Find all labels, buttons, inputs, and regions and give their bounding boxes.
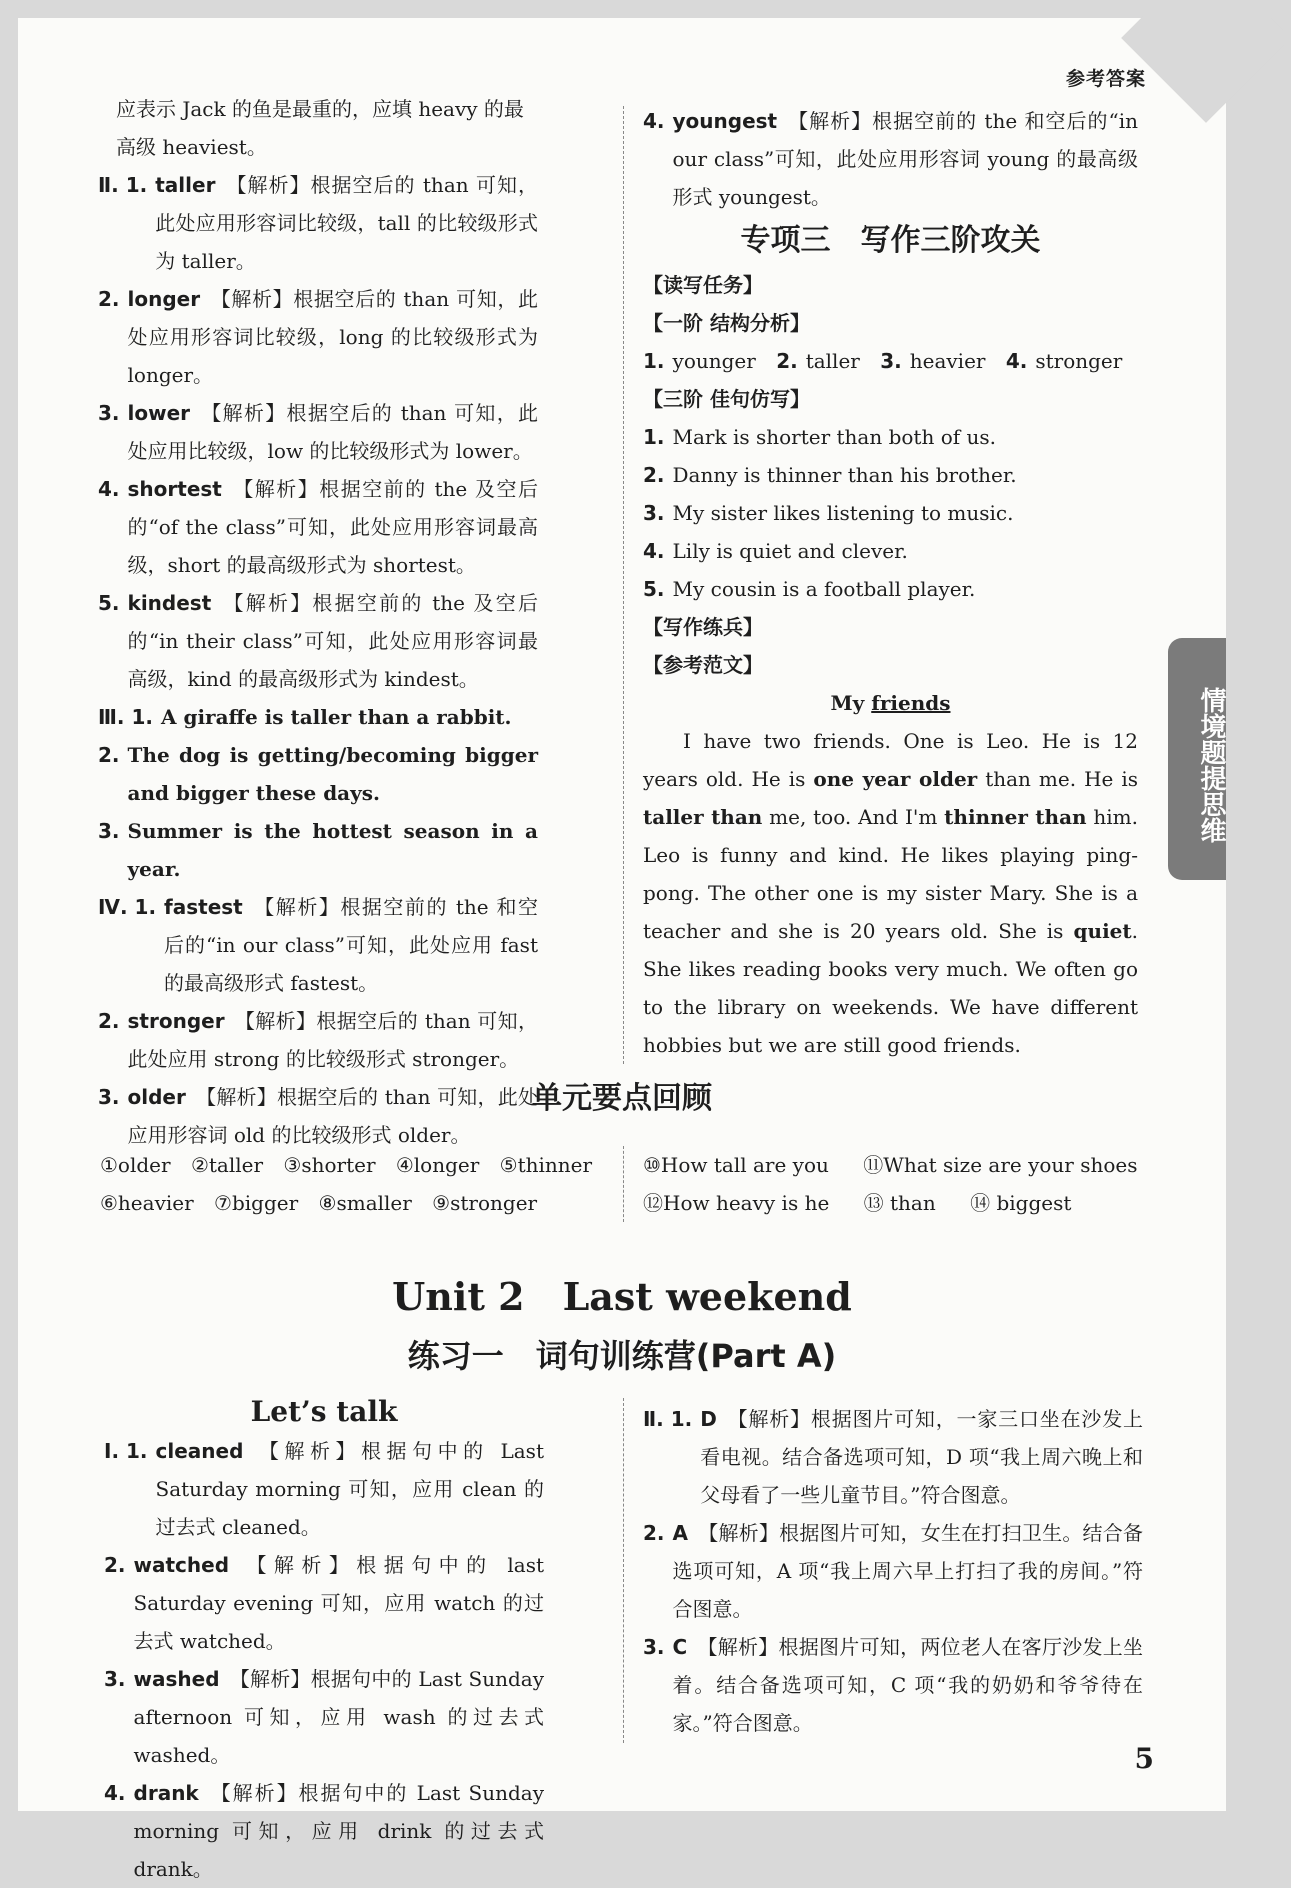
answer-word: older (127, 1085, 186, 1109)
answer-page (18, 18, 1226, 1881)
review-right (643, 1146, 1138, 1222)
item-number: 3. (104, 1667, 126, 1691)
answer-word: stronger (1035, 349, 1123, 373)
page-number: 5 (1134, 1742, 1154, 1775)
unit-left-item (104, 1546, 544, 1660)
review-item: ③shorter (283, 1153, 376, 1177)
tag-practice: 【写作练兵】 (643, 615, 763, 639)
side-tab: 情境题提思维 (1168, 638, 1226, 880)
essay-text: me, too. And I'm (762, 805, 945, 829)
item-number: 3. (98, 819, 120, 843)
item-number: 2. (98, 287, 120, 311)
review-item: ⑦bigger (214, 1191, 299, 1215)
page-corner (1121, 0, 1291, 123)
explanation: 【解析】根据图片可知，一家三口坐在沙发上看电视。结合备选项可知，D 项“我上周六晚上和父母看了一些儿童节目。”符合图意。 (700, 1407, 1143, 1507)
section-title: 专项三 写作三阶攻关 (740, 223, 1041, 258)
essay-text: . She likes reading books very much. We often go to the library on weekends. We have different hobbies but we are still good friends. (643, 919, 1138, 1057)
item-number: 4. (643, 109, 665, 133)
sentence-text: Lily is quiet and clever. (672, 539, 908, 563)
essay-title-a: My (830, 691, 872, 715)
essay-highlight: one year older (813, 767, 978, 791)
tag-step3: 【三阶 佳句仿写】 (643, 387, 810, 411)
intro-text: 应表示 Jack 的鱼是最重的，应填 heavy 的最高级 heaviest。 (116, 97, 524, 159)
review-item: ⑬ than (863, 1191, 936, 1215)
answer-word: kindest (127, 591, 212, 615)
item-number: Ⅱ. 1. (98, 173, 148, 197)
explanation: 【解析】根据空前的 the 及空后的“in their class”可知，此处应用形容词最高级，kind 的最高级形式为 kindest。 (127, 591, 538, 691)
essay-title (643, 684, 1138, 722)
r-item-4 (643, 102, 1138, 216)
unit-left-item (104, 1660, 544, 1774)
s2-item-5 (98, 584, 538, 698)
explanation: 【解析】根据图片可知，女生在打扫卫生。结合备选项可知，A 项“我上周六早上打扫了我的房间。”符合图意。 (672, 1521, 1143, 1621)
step1-answers (643, 342, 1138, 380)
tag-read-write: 【读写任务】 (643, 273, 763, 297)
tag-step1: 【一阶 结构分析】 (643, 311, 810, 335)
column-divider (623, 106, 624, 1064)
step3-sentence (643, 570, 1138, 608)
review-row (643, 1146, 1138, 1184)
item-number: 1. (643, 349, 665, 373)
item-number: 3. (880, 349, 902, 373)
item-number: 2. (643, 463, 665, 487)
explanation: 【解析】根据图片可知，两位老人在客厅沙发上坐着。结合备选项可知，C 项“我的奶奶和爷爷待在家。”符合图意。 (672, 1635, 1143, 1735)
answer-sentence: Summer is the hottest season in a year. (127, 819, 538, 881)
review-item: ④longer (395, 1153, 480, 1177)
answer-letter: C (672, 1635, 688, 1659)
explanation: 【解析】根据空后的 than 可知，此处应用形容词比较级，tall 的比较级形式为 taller。 (155, 173, 538, 273)
unit-right-column (643, 1400, 1143, 1742)
answer-word: watched (133, 1553, 230, 1577)
step3-sentence (643, 456, 1138, 494)
explanation: 【解析】根据句中的 Last Sunday afternoon 可知，应用 wash 的过去式 washed。 (133, 1667, 544, 1767)
essay-highlight: thinner than (944, 805, 1087, 829)
unit-column-divider (623, 1398, 624, 1743)
s2-item-4 (98, 470, 538, 584)
review-item: ⑧smaller (318, 1191, 412, 1215)
sentence-text: My cousin is a football player. (672, 577, 976, 601)
item-number: 4. (1005, 349, 1028, 373)
unit-left-item (104, 1774, 544, 1888)
review-item: ⑫How heavy is he (643, 1191, 830, 1215)
explanation: 【解析】根据空后的 than 可知，此处应用形容词比较级，long 的比较级形式为 longer。 (127, 287, 538, 387)
essay-body (643, 722, 1138, 1064)
answer-sentence: A giraffe is taller than a rabbit. (160, 705, 512, 729)
review-divider (623, 1146, 624, 1222)
lets-talk-heading: Let’s talk (250, 1395, 398, 1428)
review-title: 单元要点回顾 (532, 1081, 712, 1116)
header-label: 参考答案 (1065, 68, 1146, 90)
unit-right-item (643, 1514, 1143, 1628)
item-number: Ⅲ. 1. (98, 705, 153, 729)
review-item: ⑥heavier (100, 1191, 194, 1215)
essay-highlight: quiet (1073, 919, 1132, 943)
answer-word: drank (133, 1781, 199, 1805)
review-row (100, 1146, 592, 1184)
answer-word: stronger (127, 1009, 225, 1033)
s4-item-2 (98, 1002, 538, 1078)
step3-sentence (643, 494, 1138, 532)
explanation: 【解析】根据句中的 last Saturday evening 可知，应用 watch 的过去式 watched。 (133, 1553, 544, 1653)
answer-word: shortest (127, 477, 222, 501)
answer-letter: A (672, 1521, 688, 1545)
answer-letter: D (700, 1407, 717, 1431)
review-item: ⑩How tall are you (643, 1153, 829, 1177)
review-item: ①older (100, 1153, 171, 1177)
s2-item-2 (98, 280, 538, 394)
unit-left-item (104, 1432, 544, 1546)
item-number: 1. (643, 425, 665, 449)
item-number: 3. (643, 1635, 665, 1659)
item-number: 3. (98, 401, 120, 425)
right-column (643, 102, 1138, 1064)
essay-text: I have two friends. One is Leo. He is 12 years old. He is (643, 729, 1138, 791)
practice-title: 练习一 词句训练营(Part A) (407, 1337, 837, 1375)
s3-item-1 (98, 698, 538, 736)
unit-right-item (643, 1628, 1143, 1742)
explanation: 【解析】根据空后的 than 可知，此处应用比较级，low 的比较级形式为 lower。 (127, 401, 538, 463)
explanation: 【解析】根据空前的 the 及空后的“of the class”可知，此处应用形容词最高级，short 的最高级形式为 shortest。 (127, 477, 538, 577)
review-item: ②taller (190, 1153, 264, 1177)
answer-word: youngest (672, 109, 778, 133)
sample-essay (643, 684, 1138, 1064)
s3-item-3 (98, 812, 538, 888)
essay-highlight: taller than (643, 805, 763, 829)
sentence-text: Mark is shorter than both of us. (672, 425, 997, 449)
essay-text: than me. He is (977, 767, 1138, 791)
item-number: 5. (98, 591, 120, 615)
explanation: 【解析】根据空后的 than 可知，此处应用形容词 old 的比较级形式 older。 (127, 1085, 538, 1147)
s4-item-1 (98, 888, 538, 1002)
item-number: 4. (98, 477, 120, 501)
item-number: 5. (643, 577, 665, 601)
review-left (100, 1146, 592, 1222)
answer-word: lower (127, 401, 191, 425)
review-item: ⑭ biggest (970, 1191, 1072, 1215)
answer-word: washed (133, 1667, 220, 1691)
sentence-text: Danny is thinner than his brother. (672, 463, 1017, 487)
item-number: 2. (98, 743, 120, 767)
s2-item-1 (98, 166, 538, 280)
review-row (100, 1184, 592, 1222)
item-number: 2. (98, 1009, 120, 1033)
item-number: Ⅰ. 1. (104, 1439, 148, 1463)
answer-sentence: The dog is getting/becoming bigger and bigger these days. (127, 743, 538, 805)
explanation: 【解析】根据句中的 Last Saturday morning 可知，应用 clean 的过去式 cleaned。 (155, 1439, 544, 1539)
review-item: ⑨stronger (432, 1191, 538, 1215)
s3-item-2 (98, 736, 538, 812)
review-row (643, 1184, 1138, 1222)
review-item: ⑪What size are your shoes (863, 1153, 1138, 1177)
answer-word: cleaned (155, 1439, 244, 1463)
essay-text: him. Leo is funny and kind. He likes playing ping-pong. The other one is my sister Mary. She is a teacher and she is 20 years old. She is (643, 805, 1138, 943)
item-number: 4. (643, 539, 665, 563)
answer-word: fastest (164, 895, 243, 919)
tag-sample: 【参考范文】 (643, 653, 763, 677)
answer-word: taller (155, 173, 216, 197)
item-number: 3. (98, 1085, 120, 1109)
sentence-text: My sister likes listening to music. (672, 501, 1014, 525)
unit-left-column (104, 1392, 544, 1888)
explanation: 【解析】根据空后的 than 可知，此处应用 strong 的比较级形式 stronger。 (127, 1009, 538, 1071)
item-number: 4. (104, 1781, 126, 1805)
answer-word: heavier (909, 349, 986, 373)
answer-word: longer (127, 287, 201, 311)
essay-title-b: friends (871, 691, 951, 715)
explanation: 【解析】根据空前的 the 和空后的“in our class”可知，此处应用形容词 young 的最高级形式 youngest。 (672, 109, 1138, 209)
s2-item-3 (98, 394, 538, 470)
unit-title: Unit 2 Last weekend (392, 1274, 852, 1319)
item-number: 3. (643, 501, 665, 525)
step3-sentence (643, 532, 1138, 570)
step3-sentence (643, 418, 1138, 456)
explanation: 【解析】根据空前的 the 和空后的“in our class”可知，此处应用 fast 的最高级形式 fastest。 (164, 895, 538, 995)
left-column (98, 90, 538, 1154)
item-number: Ⅱ. 1. (643, 1407, 693, 1431)
unit-right-item (643, 1400, 1143, 1514)
item-number: Ⅳ. 1. (98, 895, 157, 919)
answer-word: taller (805, 349, 860, 373)
answer-word: younger (672, 349, 756, 373)
review-item: ⑤thinner (499, 1153, 593, 1177)
explanation: 【解析】根据句中的 Last Sunday morning 可知，应用 drink 的过去式 drank。 (133, 1781, 544, 1881)
item-number: 2. (104, 1553, 126, 1577)
item-number: 2. (776, 349, 798, 373)
item-number: 2. (643, 1521, 665, 1545)
